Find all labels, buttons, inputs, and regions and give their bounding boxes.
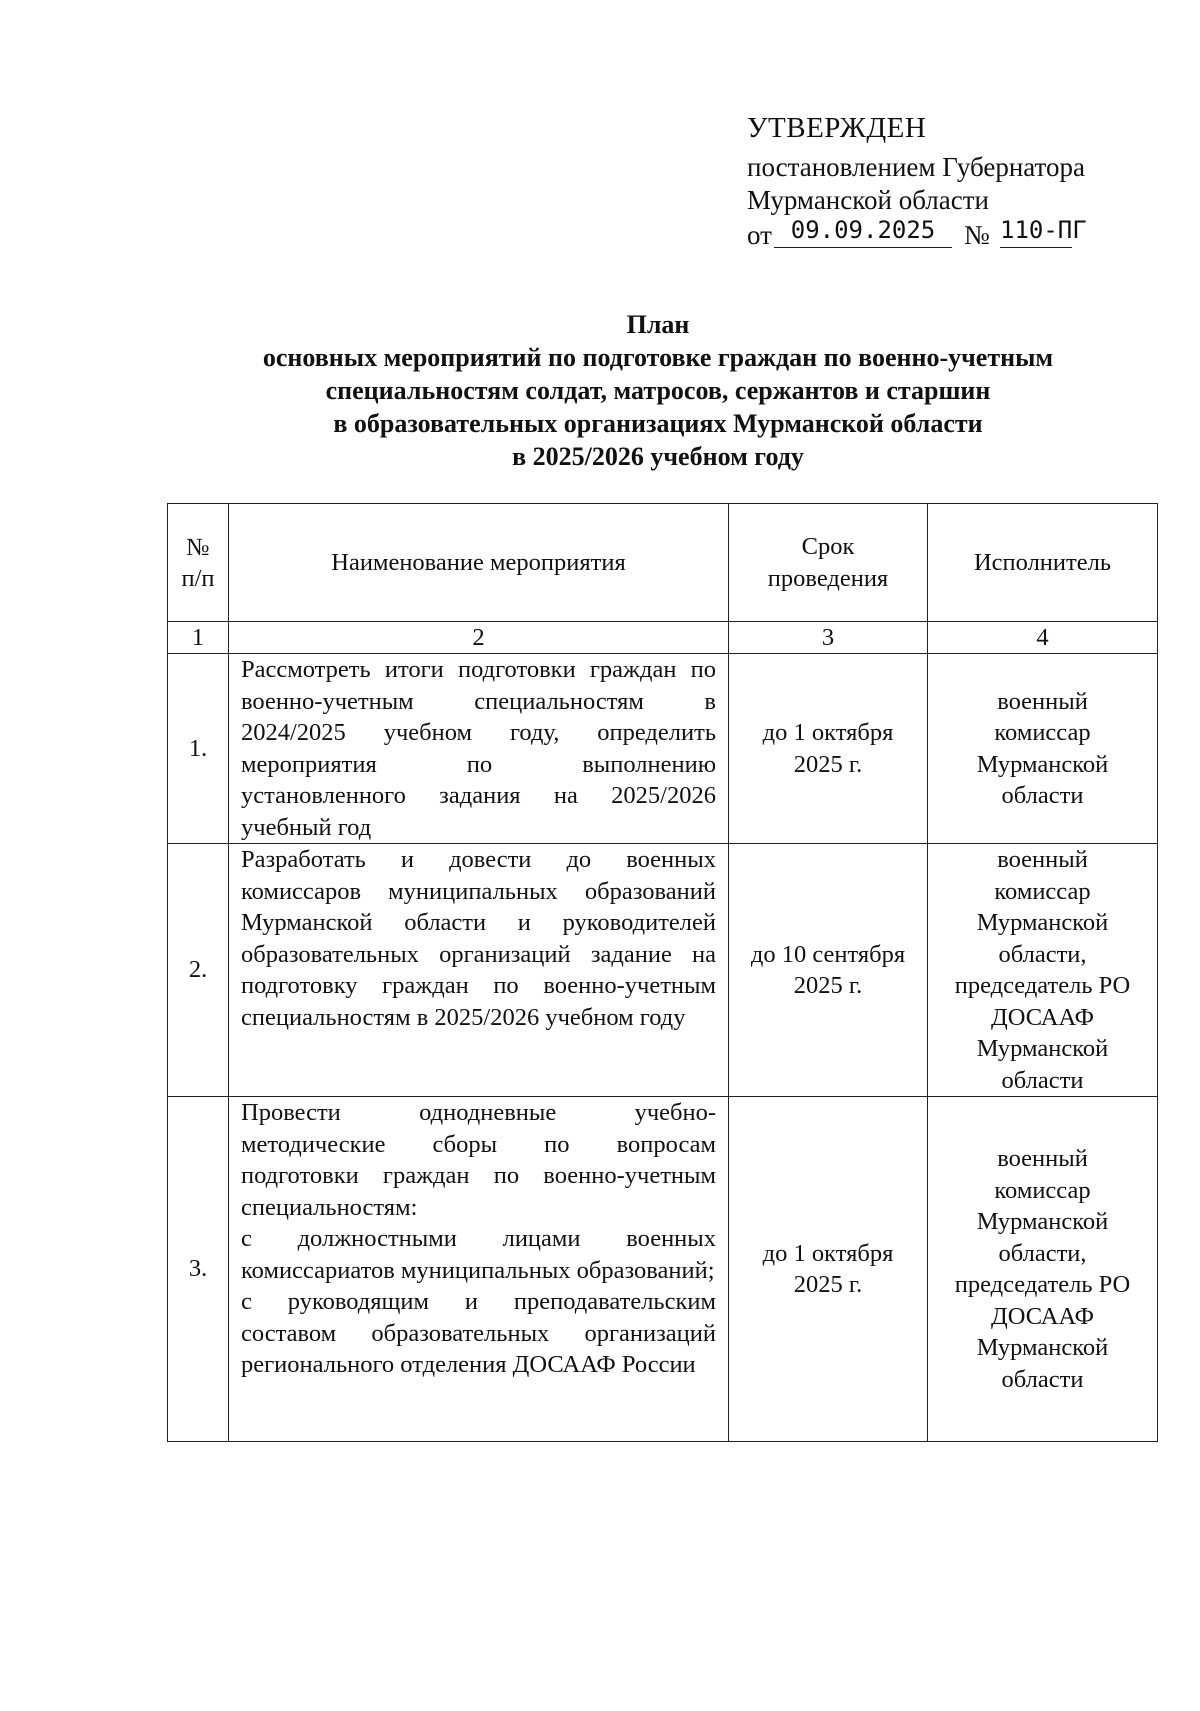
event-name-text: Разработать и довести до военных комиссаров муниципальных образований Мурманской области и руководителей образовательных организаций задание на подготовку граждан по военно-учетным специальностям в 2025/2026 учебном году: [241, 846, 716, 1031]
column-index: 1: [168, 622, 229, 654]
row-number: 1.: [168, 654, 229, 844]
approval-line-1: постановлением Губернатора: [747, 152, 1085, 182]
title-line-5: в 2025/2026 учебном году: [512, 442, 804, 471]
column-index: 4: [928, 622, 1158, 654]
title-line-4: в образовательных организациях Мурманской области: [333, 409, 983, 438]
approval-date: 09.09.2025: [774, 213, 952, 248]
title-line-1: План: [626, 310, 690, 339]
event-executor: [928, 844, 1158, 1097]
title-line-2: основных мероприятий по подготовке граждан по военно-учетным: [262, 343, 1054, 372]
event-name: [229, 654, 729, 844]
event-date-text: до 1 октября 2025 г.: [762, 719, 894, 778]
row-number: 2.: [168, 844, 229, 1097]
approval-line-2: Мурманской области: [747, 185, 989, 215]
event-executor: [928, 1097, 1158, 1442]
table-row: [168, 654, 1158, 844]
column-index-row: [168, 622, 1158, 654]
header-date-text: Срок проведения: [767, 533, 889, 592]
event-date: [729, 1097, 928, 1442]
header-name: Наименование мероприятия: [229, 504, 729, 622]
approval-heading: УТВЕРЖДЕН: [747, 112, 927, 144]
document-title: [150, 308, 1166, 473]
number-sign: №: [964, 220, 990, 250]
table-header-row: [168, 504, 1158, 622]
event-date: [729, 844, 928, 1097]
approval-block: [747, 112, 1147, 251]
event-executor-text: военный комиссар Мурманской области: [976, 687, 1109, 809]
event-name: [229, 844, 729, 1097]
event-executor-text: военный комиссар Мурманской области, председатель РО ДОСААФ Мурманской области: [954, 1145, 1131, 1393]
row-number: 3.: [168, 1097, 229, 1442]
column-index: 2: [229, 622, 729, 654]
table-row: [168, 1097, 1158, 1442]
plan-table: [167, 503, 1158, 1442]
event-date-text: до 1 октября 2025 г.: [762, 1239, 894, 1298]
approval-date-line: [747, 217, 1147, 251]
column-index: 3: [729, 622, 928, 654]
event-date: [729, 654, 928, 844]
event-executor: [928, 654, 1158, 844]
event-name-text: Рассмотреть итоги подготовки граждан по военно-учетным специальностям в 2024/2025 учебном году, определить мероприятия по выполнению установленного задания на 2025/2026 учебный год: [241, 656, 716, 841]
event-date-text: до 10 сентября 2025 г.: [750, 940, 906, 999]
header-executor: Исполнитель: [928, 504, 1158, 622]
event-name-text: Провести однодневные учебно-методические сборы по вопросам подготовки граждан по военно-учетным специальностям:: [241, 1099, 716, 1221]
header-num: [168, 504, 229, 622]
title-line-3: специальностям солдат, матросов, сержантов и старшин: [325, 376, 991, 405]
event-name: [229, 1097, 729, 1442]
header-num-text: № п/п: [181, 533, 215, 592]
table-row: [168, 844, 1158, 1097]
date-prefix: от: [747, 220, 772, 250]
header-date: [729, 504, 928, 622]
event-executor-text: военный комиссар Мурманской области, председатель РО ДОСААФ Мурманской области: [954, 846, 1131, 1094]
approval-number: 110-ПГ: [1000, 213, 1072, 248]
event-name-text: с должностными лицами военных комиссариатов муниципальных образований;: [241, 1225, 716, 1284]
event-name-text: с руководящим и преподавательским составом образовательных организаций регионального отделения ДОСААФ России: [241, 1288, 716, 1378]
